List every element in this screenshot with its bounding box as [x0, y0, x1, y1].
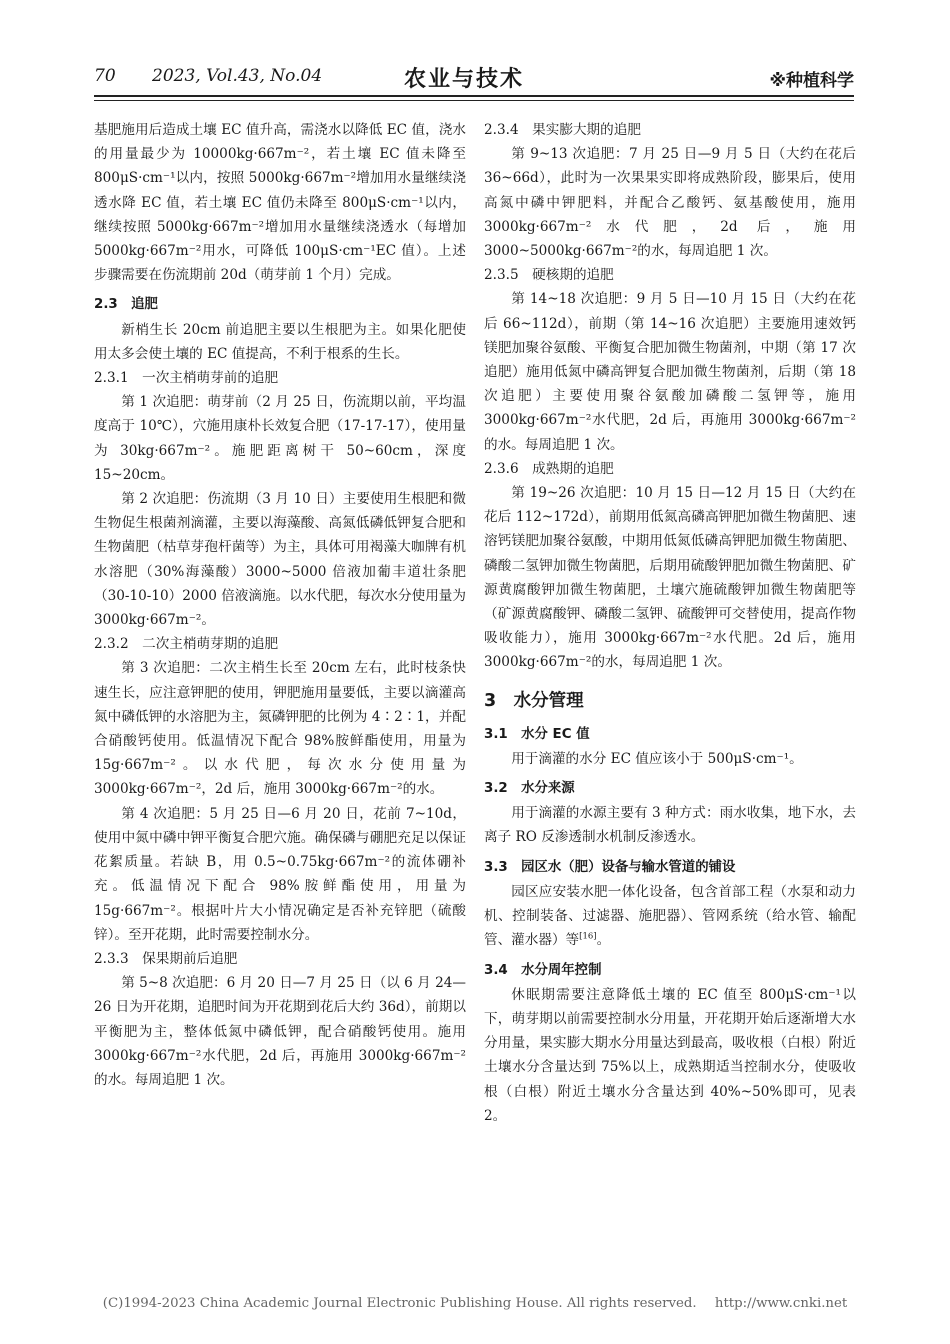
paragraph: 第 2 次追肥：伤流期（3 月 10 日）主要使用生根肥和微生物促生根菌剂滴灌，主要以海藻酸、高氮低磷低钾复合肥和生物菌肥（枯草芽孢杆菌等）为主，具体可用褐藻大咖牌有机水溶肥（30%海藻酸）3000~5000 倍液加葡丰道壮条肥（30-10-10）2000 倍液滴施。以水代肥，每次水分使用量为 3000kg·667m⁻²。 — [94, 491, 466, 629]
footer-url[interactable]: http://www.cnki.net — [714, 1296, 848, 1311]
header-rule-thick — [94, 95, 854, 97]
heading-3-4: 3.4 水分周年控制 — [484, 962, 602, 978]
heading-2-3-1: 2.3.1 一次主梢萌芽前的追肥 — [94, 370, 279, 387]
heading-2-3-4: 2.3.4 果实膨大期的追肥 — [484, 122, 641, 138]
paragraph: 休眠期需要注意降低土壤的 EC 值至 800μS·cm⁻¹以下，萌芽期以前需要控制水分用量，开花期开始后逐渐增大水分用量，果实膨大期水分用量达到最高，吸收根（白根）附近土壤水分含量达到 75%以上，成熟期适当控制水分，使吸收根（白根）附近土壤水分含量达到 40%~50%即可，见表 2。 — [484, 986, 856, 1124]
citation-ref[interactable]: [16] — [579, 931, 597, 942]
heading-2-3-5: 2.3.5 硬核期的追肥 — [484, 267, 614, 284]
running-header — [94, 62, 854, 94]
copyright-notice: (C)1994-2023 China Academic Journal Electronic Publishing House. All rights reserved. — [102, 1296, 697, 1311]
heading-3-1: 3.1 水分 EC 值 — [484, 726, 590, 742]
paragraph: 第 9~13 次追肥：7 月 25 日—9 月 5 日（大约在花后 36~66d），此时为一次果果实即将成熟阶段，膨果后，使用高氮中磷中钾肥料，并配合乙酸钙、氨基酸使用，施用 3000kg·667m⁻²水代肥，2d 后，施用 3000~5000kg·667m⁻²的水，每周追肥 1 次。 — [484, 146, 856, 260]
paragraph: 基肥施用后造成土壤 EC 值升高，需浇水以降低 EC 值，浇水的用量最少为 10000kg·667m⁻²，若土壤 EC 值未降至 800μS·cm⁻¹以内，按照 5000kg·667m⁻²增加用水量继续浇透水降 EC 值，若土壤 EC 值仍未降至 800μS·cm⁻¹以内，继续按照 5000kg·667m⁻²增加用水量继续浇透水（每增加 5000kg·667m⁻²用水，可降低 100μS·cm⁻¹EC 值）。上述步骤需要在伤流期前 20d（萌芽前 1 个月）完成。 — [94, 122, 466, 284]
right-column — [484, 118, 856, 1128]
paragraph-end: 。 — [596, 932, 611, 949]
paragraph: 用于滴灌的水源主要有 3 种方式：雨水收集，地下水，去离子 RO 反渗透制水机制反渗透水。 — [484, 805, 856, 846]
heading-3-2: 3.2 水分来源 — [484, 781, 575, 797]
paragraph: 用于滴灌的水分 EC 值应该小于 500μS·cm⁻¹。 — [511, 750, 803, 767]
header-rule-thin — [94, 100, 854, 101]
paragraph — [484, 880, 856, 953]
paragraph: 第 3 次追肥：二次主梢生长至 20cm 左右，此时枝条快速生长，应注意钾肥的使用，钾肥施用量要低，主要以滴灌高氮中磷低钾的水溶肥为主，氮磷钾肥的比例为 4∶2∶1，并配合硝酸钙使用。低温情况下配合 98%胺鲜酯使用，用量为 15g·667m⁻²。以水代肥，每次水分使用量为 3000kg·667m⁻²，2d 后，施用 3000kg·667m⁻²的水。 — [94, 660, 466, 798]
paragraph: 新梢生长 20cm 前追肥主要以生根肥为主。如果化肥使用太多会使土壤的 EC 值提高，不利于根系的生长。 — [94, 321, 466, 362]
paragraph: 第 14~18 次追肥：9 月 5 日—10 月 15 日（大约在花后 66~112d），前期（第 14~16 次追肥）主要施用速效钙镁肥加聚谷氨酸、平衡复合肥加微生物菌剂，中期（第 17 次追肥）施用低氮中磷高钾复合肥加微生物菌剂，后期（第 18 次追肥）主要使用聚谷氨酸加磷酸二氢钾等，施用 3000kg·667m⁻²水代肥，2d 后，再施用 3000kg·667m⁻²的水。每周追肥 1 次。 — [484, 291, 856, 453]
paragraph-text: 园区应安装水肥一体化设备，包含首部工程（水泵和动力机、控制装备、过滤器、施肥器）、管网系统（给水管、输配管、灌水器）等 — [484, 883, 856, 949]
heading-3: 3 水分管理 — [484, 690, 584, 711]
section-label: ※种植科学 — [769, 71, 854, 91]
paragraph: 第 1 次追肥：萌芽前（2 月 25 日，伤流期以前，平均温度高于 10℃），穴施用康朴长效复合肥（17-17-17），使用量为 30kg·667m⁻²。施肥距离树干 50~60cm，深度 15~20cm。 — [94, 394, 466, 483]
left-column — [94, 118, 466, 1092]
page-footer — [0, 1296, 950, 1311]
page-number: 70 — [94, 66, 116, 86]
issue-info: 2023, Vol.43, No.04 — [152, 66, 323, 86]
heading-2-3-6: 2.3.6 成熟期的追肥 — [484, 460, 614, 477]
paragraph: 第 4 次追肥：5 月 25 日—6 月 20 日，花前 7~10d，使用中氮中磷中钾平衡复合肥穴施。确保磷与硼肥充足以保证花絮质量。若缺 B，用 0.5~0.75kg·667m⁻²的流体硼补充。低温情况下配合 98%胺鲜酯使用，用量为 15g·667m⁻²。根据叶片大小情况确定是否补充锌肥（硫酸锌）。至开花期，此时需要控制水分。 — [94, 805, 466, 943]
paragraph: 第 5~8 次追肥：6 月 20 日—7 月 25 日（以 6 月 24—26 日为开花期，追肥时间为开花期到花后大约 36d），前期以平衡肥为主，整体低氮中磷低钾，配合硝酸钙使用。施用 3000kg·667m⁻²水代肥，2d 后，再施用 3000kg·667m⁻²的水。每周追肥 1 次。 — [94, 975, 466, 1088]
paragraph: 第 19~26 次追肥：10 月 15 日—12 月 15 日（大约在花后 112~172d），前期用低氮高磷高钾肥加微生物菌肥、速溶钙镁肥加聚谷氨酸，中期用低氮低磷高钾肥加微生物菌肥、磷酸二氢钾加微生物菌肥，后期用硫酸钾肥加微生物菌肥、矿源黄腐酸钾加微生物菌肥，土壤穴施硫酸钾加微生物菌肥等（矿源黄腐酸钾、磷酸二氢钾、硫酸钾可交替使用，提高作物吸收能力），施用 3000kg·667m⁻²水代肥。2d 后，施用 3000kg·667m⁻²的水，每周追肥 1 次。 — [484, 485, 856, 671]
heading-3-3: 3.3 园区水（肥）设备与输水管道的铺设 — [484, 859, 736, 875]
journal-title: 农业与技术 — [404, 67, 525, 92]
heading-2-3-2: 2.3.2 二次主梢萌芽期的追肥 — [94, 636, 279, 653]
heading-2-3: 2.3 追肥 — [94, 297, 158, 313]
heading-2-3-3: 2.3.3 保果期前后追肥 — [94, 950, 238, 967]
